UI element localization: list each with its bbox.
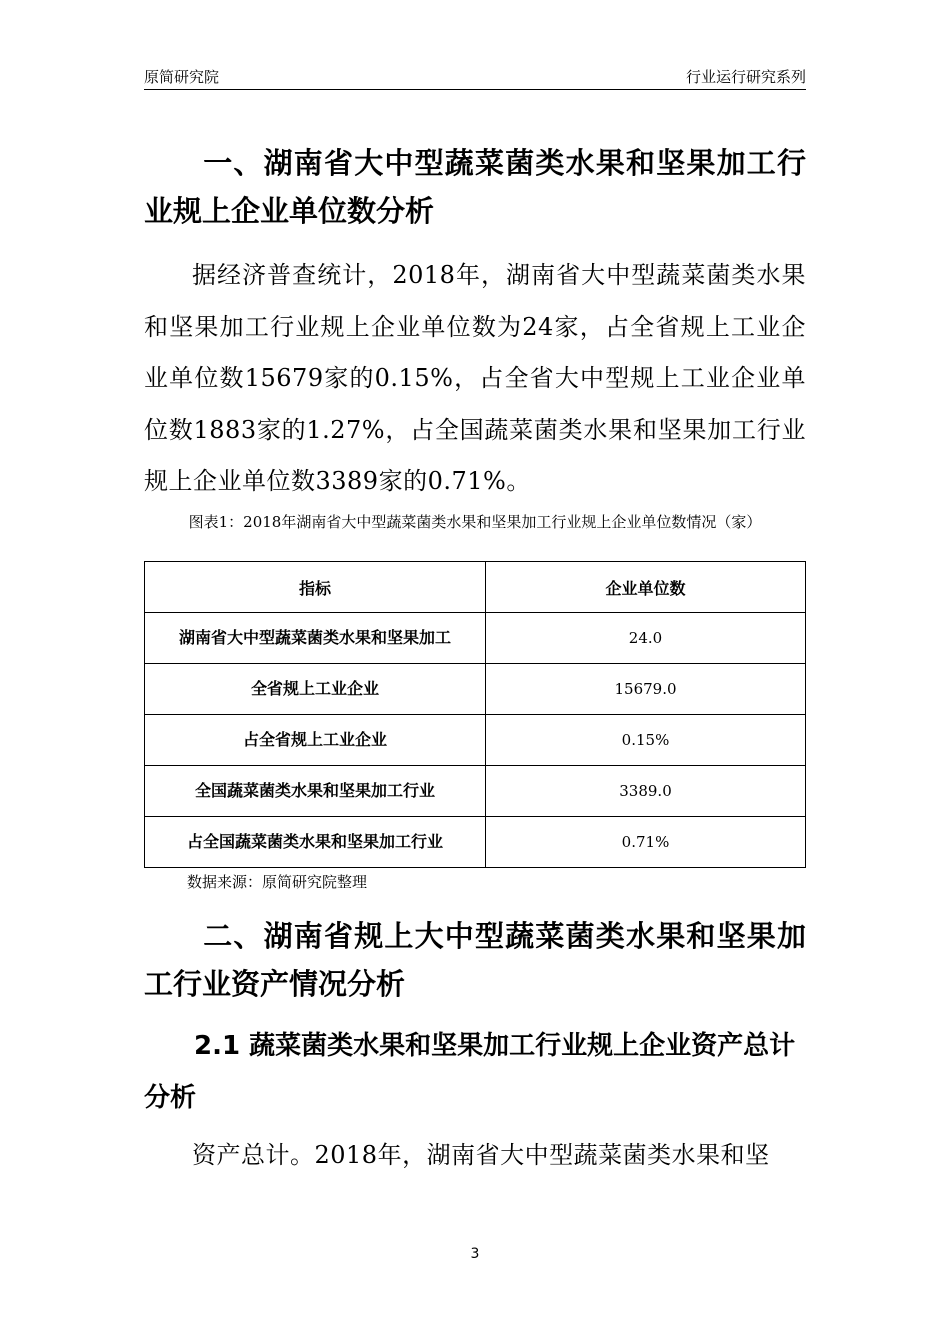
table-row [145, 715, 806, 766]
section2-heading [144, 912, 806, 1008]
header-left-title: 原简研究院 [144, 68, 220, 86]
header-right-title: 行业运行研究系列 [685, 68, 806, 86]
table-caption: 图表1：2018年湖南省大中型蔬菜菌类水果和坚果加工行业规上企业单位数情况（家） [188, 513, 762, 531]
row-value: 0.71% [486, 817, 806, 868]
data-table [144, 561, 806, 868]
section1-paragraph: 据经济普查统计，2018年，湖南省大中型蔬菜菌类水果和坚果加工行业规上企业单位数为24家，占全省规上工业企业单位数15679家的0.15%，占全省大中型规上工业企业单位数1883家的1.27%，占全国蔬菜菌类水果和坚果加工行业规上企业单位数3389家的0.71%。 [144, 261, 806, 495]
table-source-note: 数据来源：原简研究院整理 [187, 873, 368, 891]
row-value: 24.0 [486, 613, 806, 664]
page-number: 3 [470, 1246, 480, 1262]
table-row [145, 613, 806, 664]
row-label: 占全国蔬菜菌类水果和坚果加工行业 [145, 817, 486, 868]
table-row [145, 664, 806, 715]
table-header-indicator: 指标 [145, 562, 486, 613]
row-value: 0.15% [486, 715, 806, 766]
section1-heading-text: 一、湖南省大中型蔬菜菌类水果和坚果加工行业规上企业单位数分析 [144, 146, 806, 228]
section2-heading-text: 二、湖南省规上大中型蔬菜菌类水果和坚果加工行业资产情况分析 [144, 919, 806, 1001]
row-label: 占全省规上工业企业 [145, 715, 486, 766]
row-label: 全国蔬菜菌类水果和坚果加工行业 [145, 766, 486, 817]
table-header-row [145, 562, 806, 613]
row-label: 全省规上工业企业 [145, 664, 486, 715]
section1-heading [144, 139, 806, 235]
row-label: 湖南省大中型蔬菜菌类水果和坚果加工 [145, 613, 486, 664]
row-value: 15679.0 [486, 664, 806, 715]
section2-paragraph: 资产总计。2018年，湖南省大中型蔬菜菌类水果和坚 [192, 1141, 770, 1169]
row-value: 3389.0 [486, 766, 806, 817]
table-row [145, 766, 806, 817]
table-header-count: 企业单位数 [486, 562, 806, 613]
header-divider [144, 89, 806, 90]
section2-subheading-text: 2.1 蔬菜菌类水果和坚果加工行业规上企业资产总计分析 [144, 1031, 796, 1113]
section2-subheading [144, 1020, 806, 1124]
table-row [145, 817, 806, 868]
